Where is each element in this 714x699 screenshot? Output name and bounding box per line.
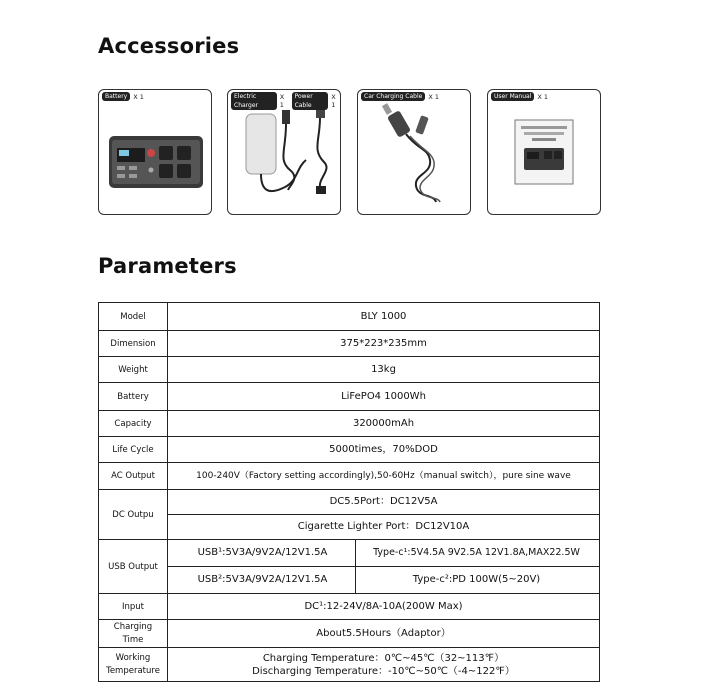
accessories-title: Accessories: [98, 34, 240, 58]
row-value: BLY 1000: [168, 303, 600, 331]
accessory-tag: Electric Charger: [231, 92, 277, 110]
row-value: 375*223*235mm: [168, 331, 600, 357]
row-value: Charging Temperature：0℃~45℃（32~113℉） Discharging Temperature：-10℃~50℃（-4~122℉）: [168, 648, 600, 682]
usb2-spec: USB²:5V3A/9V2A/12V1.5A: [197, 574, 328, 585]
row-label: USB Output: [99, 540, 168, 594]
row-label: Input: [99, 594, 168, 620]
accessory-card-charger: [227, 89, 341, 215]
table-row: [99, 620, 600, 648]
row-label: Model: [99, 303, 168, 331]
row-label: AC Output: [99, 463, 168, 490]
accessory-qty: X 1: [537, 92, 549, 101]
table-row: [99, 463, 600, 490]
accessory-qty: X 1: [428, 92, 439, 101]
user-manual-image: [488, 90, 600, 214]
table-row: [99, 357, 600, 383]
table-row: [99, 567, 600, 594]
parameters-table: [98, 302, 600, 682]
table-row: [99, 411, 600, 437]
parameters-title: Parameters: [98, 254, 237, 278]
row-label: Dimension: [99, 331, 168, 357]
accessory-tag: Power Cable: [292, 92, 329, 110]
accessory-card-battery: [98, 89, 212, 215]
table-row: [99, 515, 600, 540]
accessory-tag: Car Charging Cable: [361, 92, 425, 101]
accessory-tag: User Manual: [491, 92, 534, 101]
table-row: [99, 303, 600, 331]
row-value: LiFePO4 1000Wh: [168, 383, 600, 411]
row-label: Battery: [99, 383, 168, 411]
accessory-card-manual: [487, 89, 601, 215]
row-label: Weight: [99, 357, 168, 383]
accessory-qty: X 1: [133, 92, 144, 101]
row-value: 320000mAh: [168, 411, 600, 437]
battery-unit-image: [99, 90, 211, 214]
table-row: [99, 490, 600, 515]
row-label: DC Outpu: [99, 490, 168, 540]
accessory-tag: Battery: [102, 92, 130, 101]
row-label: Capacity: [99, 411, 168, 437]
table-row: [99, 383, 600, 411]
accessory-qty: X 1: [331, 93, 336, 109]
row-value: 100-240V（Factory setting accordingly),50-60Hz（manual switch），pure sine wave: [168, 463, 600, 490]
table-row: [99, 437, 600, 463]
row-value: Cigarette Lighter Port：DC12V10A: [168, 515, 600, 540]
car-charging-cable-image: [358, 90, 470, 214]
typec2-spec: Type-c²:PD 100W(5~20V): [355, 567, 597, 593]
row-label: Charging Time: [99, 620, 168, 648]
usb1-spec: USB¹:5V3A/9V2A/12V1.5A: [197, 547, 328, 558]
row-value: 5000times，70%DOD: [168, 437, 600, 463]
table-row: [99, 331, 600, 357]
row-value: DC¹:12-24V/8A-10A(200W Max): [168, 594, 600, 620]
typec1-spec: Type-c¹:5V4.5A 9V2.5A 12V1.8A,MAX22.5W: [355, 540, 597, 566]
table-row: [99, 540, 600, 567]
accessory-card-car-cable: [357, 89, 471, 215]
row-label: Life Cycle: [99, 437, 168, 463]
row-value: About5.5Hours（Adaptor）: [168, 620, 600, 648]
row-value: 13kg: [168, 357, 600, 383]
table-row: [99, 594, 600, 620]
row-label: Working Temperature: [99, 648, 168, 682]
table-row: [99, 648, 600, 682]
accessory-qty: X 1: [279, 93, 285, 109]
row-value: DC5.5Port：DC12V5A: [168, 490, 600, 515]
